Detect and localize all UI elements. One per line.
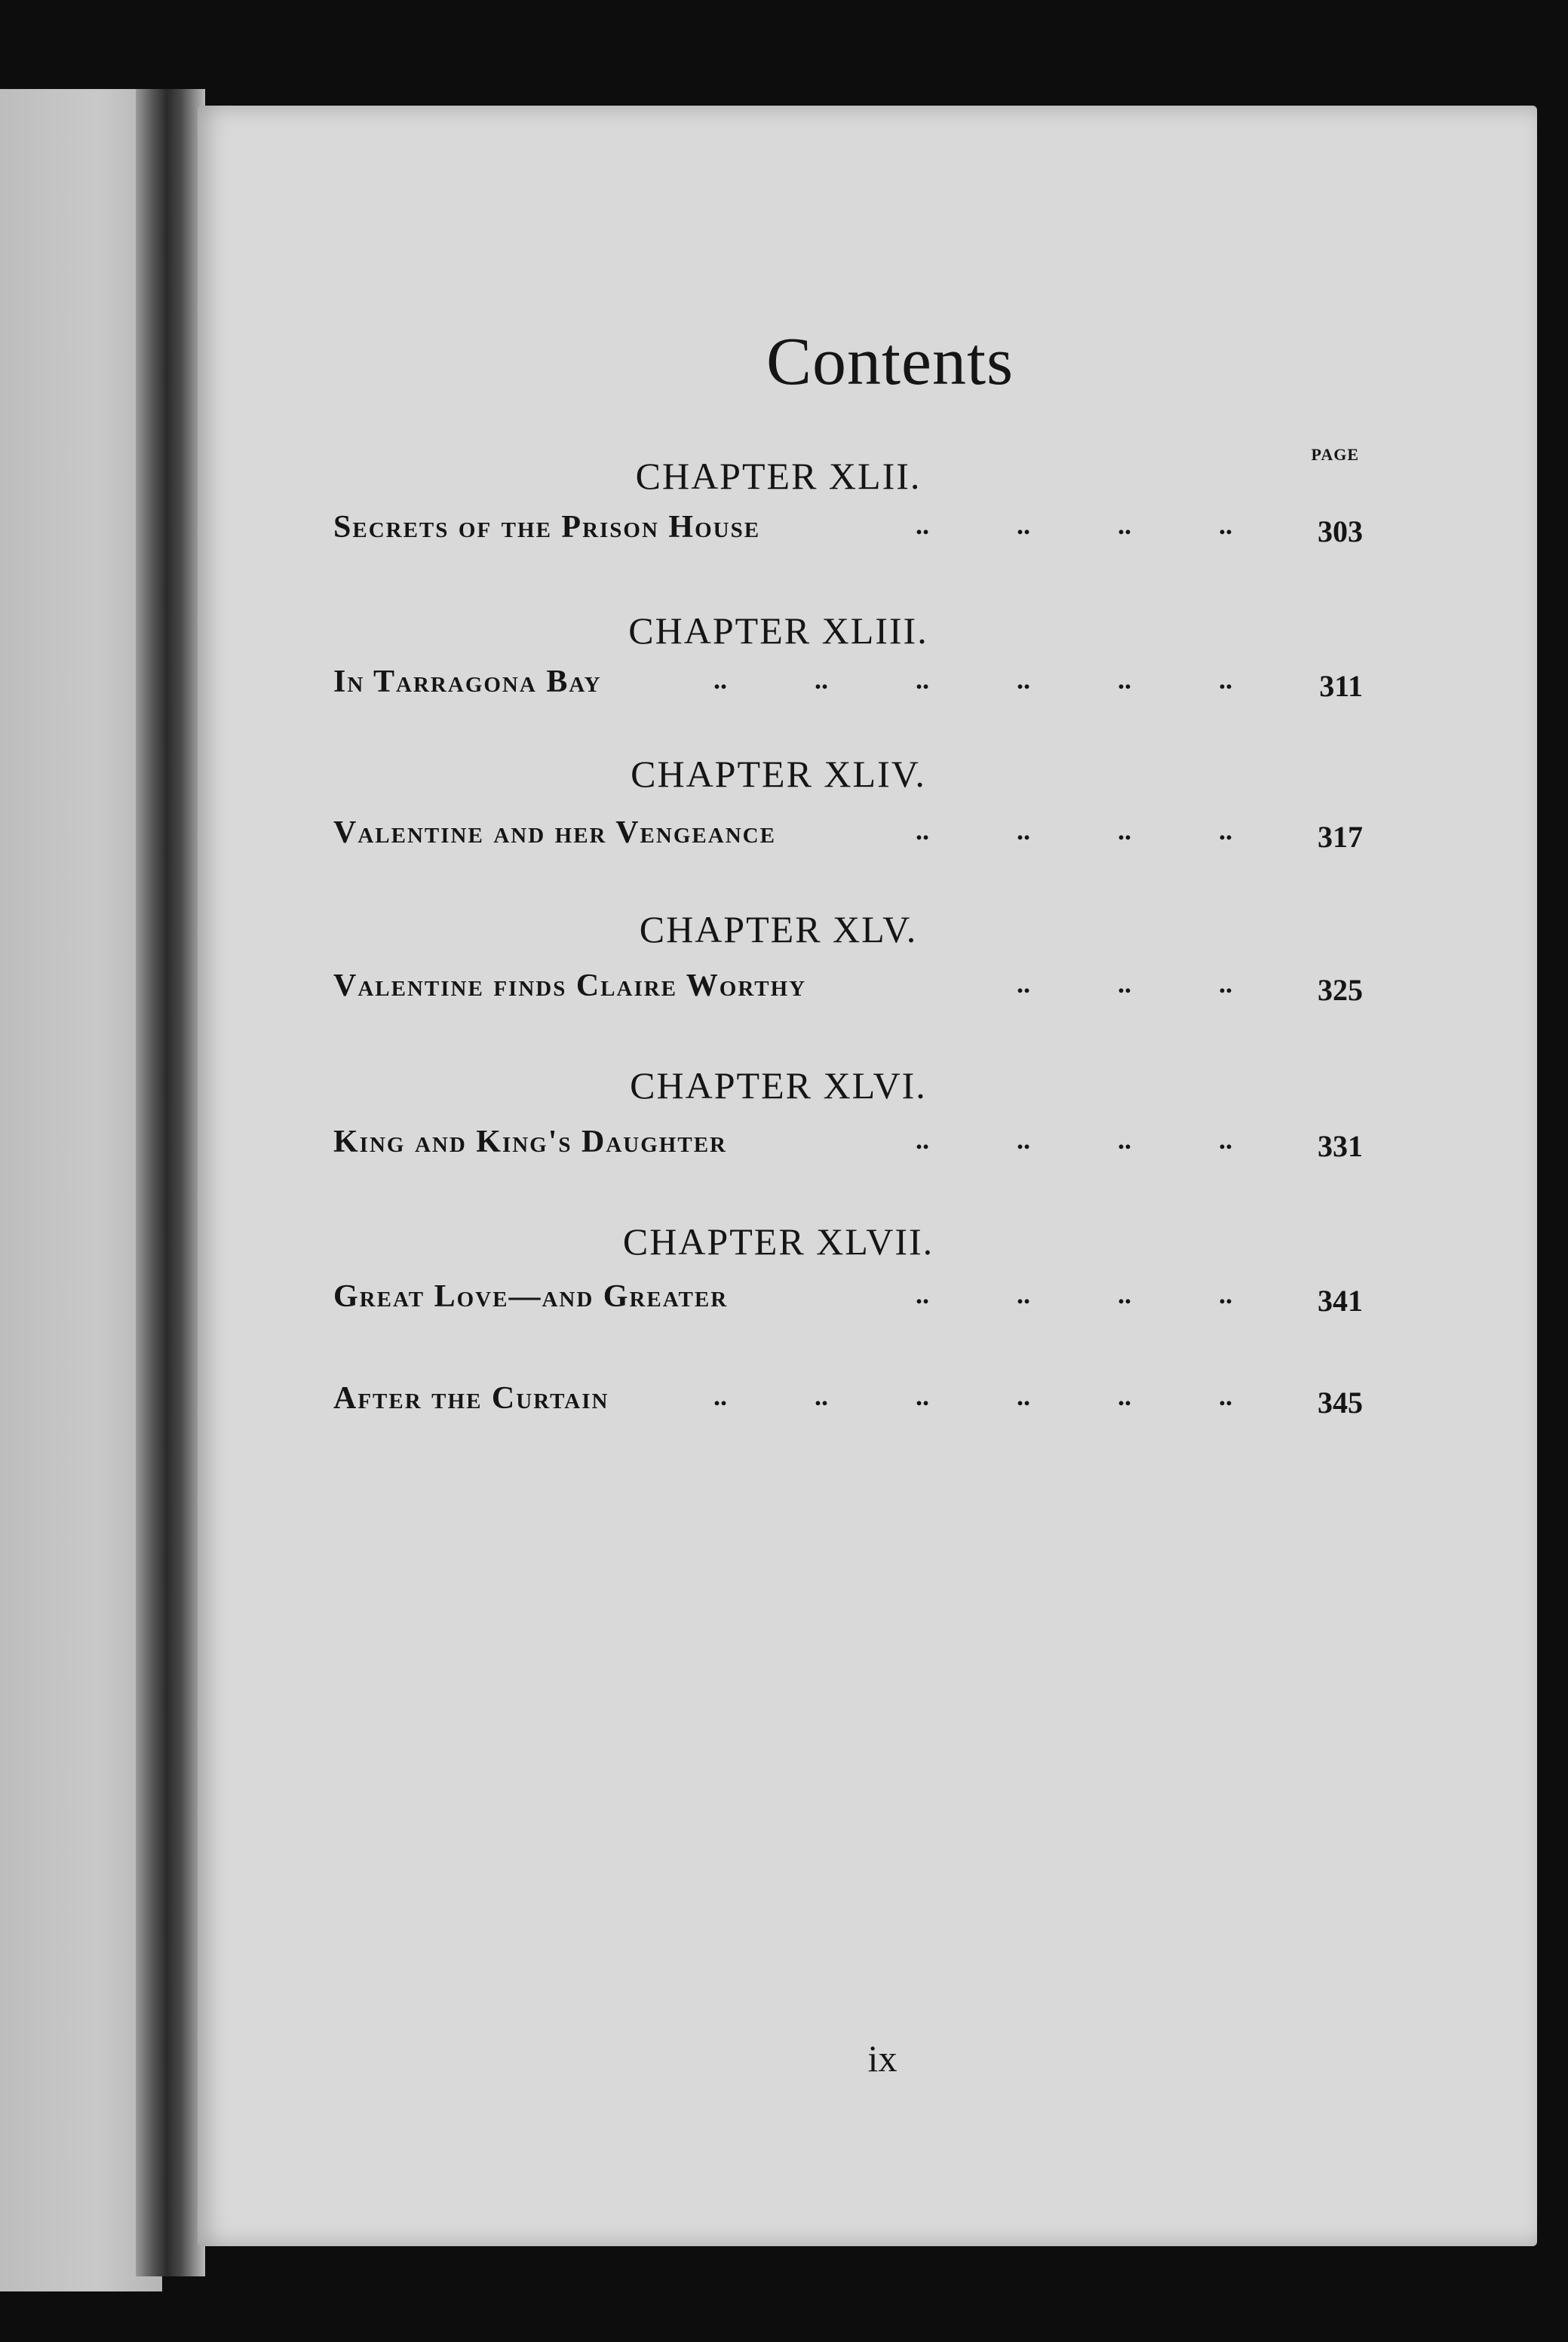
toc-entry-title: King and King's Daughter [333,1125,727,1159]
toc-entry[interactable] [333,509,1363,554]
dot-leaders: .. .. .. .. [916,1279,1232,1309]
toc-entry-title: Great Love—and Greater [333,1279,729,1314]
toc-entry[interactable] [333,1278,1363,1324]
toc-entry-title: Secrets of the Prison House [333,510,761,545]
chapter-heading: CHAPTER XLII. [635,455,922,497]
chapter-heading: CHAPTER XLIV. [631,753,926,795]
toc-entry[interactable] [333,664,1363,709]
page-column-label: PAGE [1311,445,1359,464]
book-gutter [136,89,205,2276]
dot-leaders: .. .. .. .. [916,510,1232,540]
dot-leaders: .. .. .. .. [916,1125,1232,1155]
toc-entry[interactable] [333,1124,1363,1169]
chapter-heading: CHAPTER XLIII. [628,609,928,652]
dot-leaders: .. .. .. [1017,968,1232,999]
toc-entry-title: Valentine finds Claire Worthy [333,968,807,1003]
toc-entry[interactable] [333,1380,1363,1426]
chapter-heading: CHAPTER XLV. [639,908,918,950]
dot-leaders: .. .. .. .. [916,815,1232,846]
toc-page-number: 345 [1318,1386,1363,1420]
dot-leaders: .. .. .. .. .. .. [713,1381,1232,1411]
toc-page-number: 311 [1319,669,1363,703]
contents-page [198,106,1537,2246]
page-title: Contents [766,324,1014,399]
toc-entry-title: After the Curtain [333,1381,609,1416]
chapter-heading: CHAPTER XLVI. [630,1064,927,1107]
toc-page-number: 341 [1318,1284,1363,1318]
dot-leaders: .. .. .. .. .. .. [713,665,1232,695]
toc-entry-title: In Tarragona Bay [333,665,602,699]
toc-page-number: 325 [1318,973,1363,1007]
toc-page-number: 331 [1318,1129,1363,1163]
toc-page-number: 303 [1318,514,1363,548]
toc-entry-title: Valentine and her Vengeance [333,815,776,850]
toc-entry[interactable] [333,968,1363,1013]
toc-page-number: 317 [1318,820,1363,854]
page-folio-number: ix [867,2037,898,2080]
chapter-heading: CHAPTER XLVII. [622,1220,934,1263]
toc-entry[interactable] [333,815,1363,860]
